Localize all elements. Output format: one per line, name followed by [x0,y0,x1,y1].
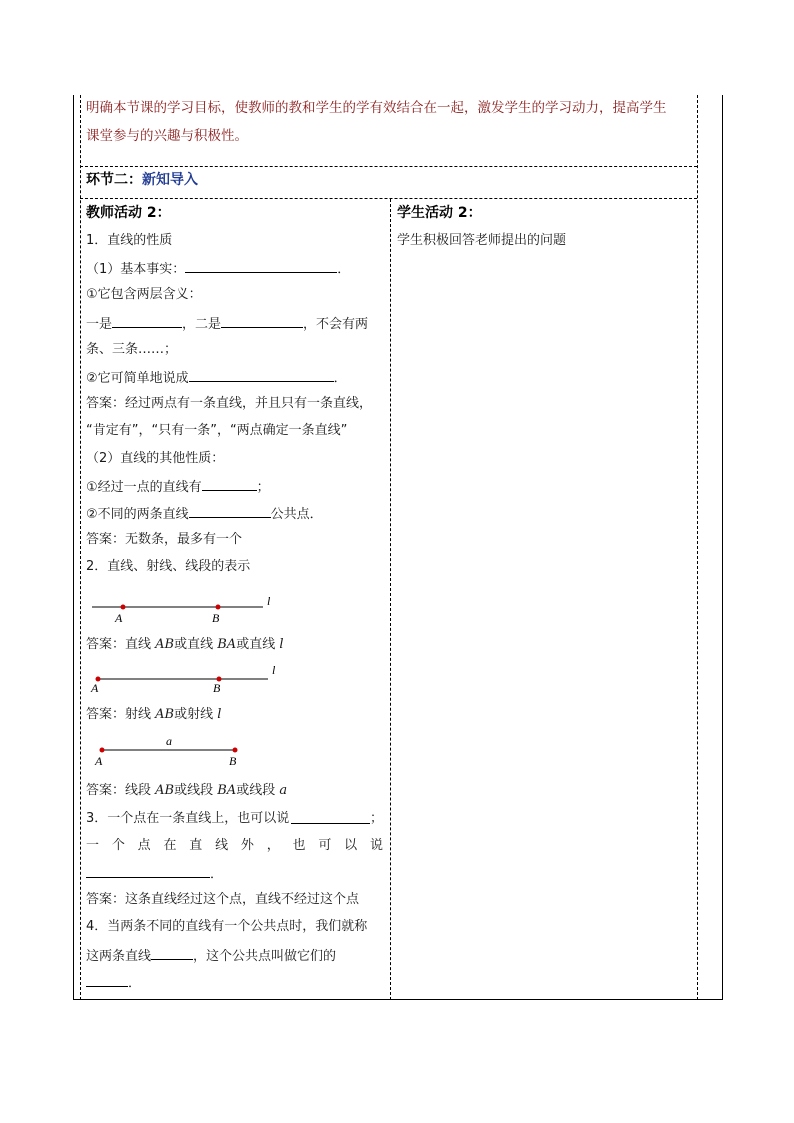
teacher-answer-3: 答案：这条直线经过这个点，直线不经过这个点 [86,892,360,907]
teacher-answer-1a: 答案：经过两点有一条直线，并且只有一条直线， [86,396,373,411]
teacher-meaning-line-2: 条、三条……； [86,342,178,357]
teacher-item-4: 4．当两条不同的直线有一个公共点时，我们就称 [86,919,368,934]
teacher-answer-1b: “肯定有”，“只有一条”，“两点确定一条直线” [86,423,348,438]
student-activity-text: 学生积极回答老师提出的问题 [397,233,567,248]
answer-blank[interactable] [202,478,257,491]
inner-right-dashed-border [697,95,698,1000]
answer-blank[interactable] [86,974,128,987]
label-a: A [115,611,123,625]
point-a-marker [100,748,105,753]
teacher-item-3-line-3: ． [86,865,223,883]
teacher-item-4-line-2: 这两条直线 ，这个公共点叫做它们的 [86,949,337,964]
answer-blank[interactable] [221,315,303,328]
teacher-answer-2: 答案：无数条，最多有一个 [86,532,243,547]
teacher-meaning-line: 一是 ，二是 ，不会有两 [86,317,369,332]
point-b-marker [233,748,238,753]
label-b: B [229,754,237,768]
teacher-item-4-line-3: ． [86,974,141,992]
basic-fact-label: （1）基本事实： [86,262,186,277]
teacher-item-1-1: （1）基本事实： ． [86,262,351,277]
row-divider-section [80,198,697,199]
intro-line-2: 课堂参与的兴趣与积极性。 [86,128,248,144]
answer-blank[interactable] [189,505,271,518]
row-divider-intro [80,166,697,167]
label-a-segment: a [166,734,172,748]
section-prefix: 环节二： [86,172,142,188]
column-divider [390,199,391,1000]
answer-blank[interactable] [86,865,210,878]
teacher-other-property-1: ①经过一点的直线有 ； [86,480,270,495]
intro-line-1: 明确本节课的学习目标，使教师的教和学生的学有效结合在一起，激发学生的学习动力，提高学生 [86,100,667,116]
answer-blank[interactable] [189,369,334,382]
label-l: l [267,594,271,608]
teacher-item-2: 2．直线、射线、线段的表示 [86,559,251,574]
point-a-marker [121,605,126,610]
teacher-activity-header: 教师活动 2： [86,205,171,221]
figure-segment [86,732,286,770]
answer-blank[interactable] [185,260,337,273]
answer-blank[interactable] [291,811,370,824]
teacher-answer-segment: 答案：线段 AB或线段 BA或线段 a [86,783,288,798]
table-bottom-border [73,999,722,1000]
teacher-item-1: 1．直线的性质 [86,233,173,248]
teacher-item-3: 3．一个点在一条直线上，也可以说 ； [86,811,383,826]
answer-blank[interactable] [112,315,182,328]
label-b: B [213,681,221,695]
table-right-border [722,95,723,1000]
teacher-answer-line: 答案：直线 AB或直线 BA或直线 l [86,637,284,652]
teacher-item-1-2: （2）直线的其他性质： [86,451,225,466]
teacher-simple-say: ②它可简单地说成 ． [86,371,347,386]
teacher-answer-ray: 答案：射线 AB或射线 l [86,707,222,722]
answer-blank[interactable] [151,947,193,960]
label-b: B [212,611,220,625]
figure-line [86,590,286,628]
teacher-other-property-2: ②不同的两条直线 公共点． [86,507,323,522]
section-title [86,172,198,188]
figure-ray [86,662,286,698]
label-l: l [272,663,276,677]
table-left-border [73,95,74,1000]
point-b-marker [216,605,221,610]
student-activity-header: 学生活动 2： [397,205,482,221]
teacher-item-3-line-2: 一 个 点 在 直 线 外 ， 也 可 以 说 [86,838,383,853]
teacher-meaning-intro: ①它包含两层含义： [86,287,202,302]
label-a: A [91,681,99,695]
inner-left-dashed-border [80,95,81,1000]
section-name: 新知导入 [142,172,198,188]
label-a: A [95,754,103,768]
